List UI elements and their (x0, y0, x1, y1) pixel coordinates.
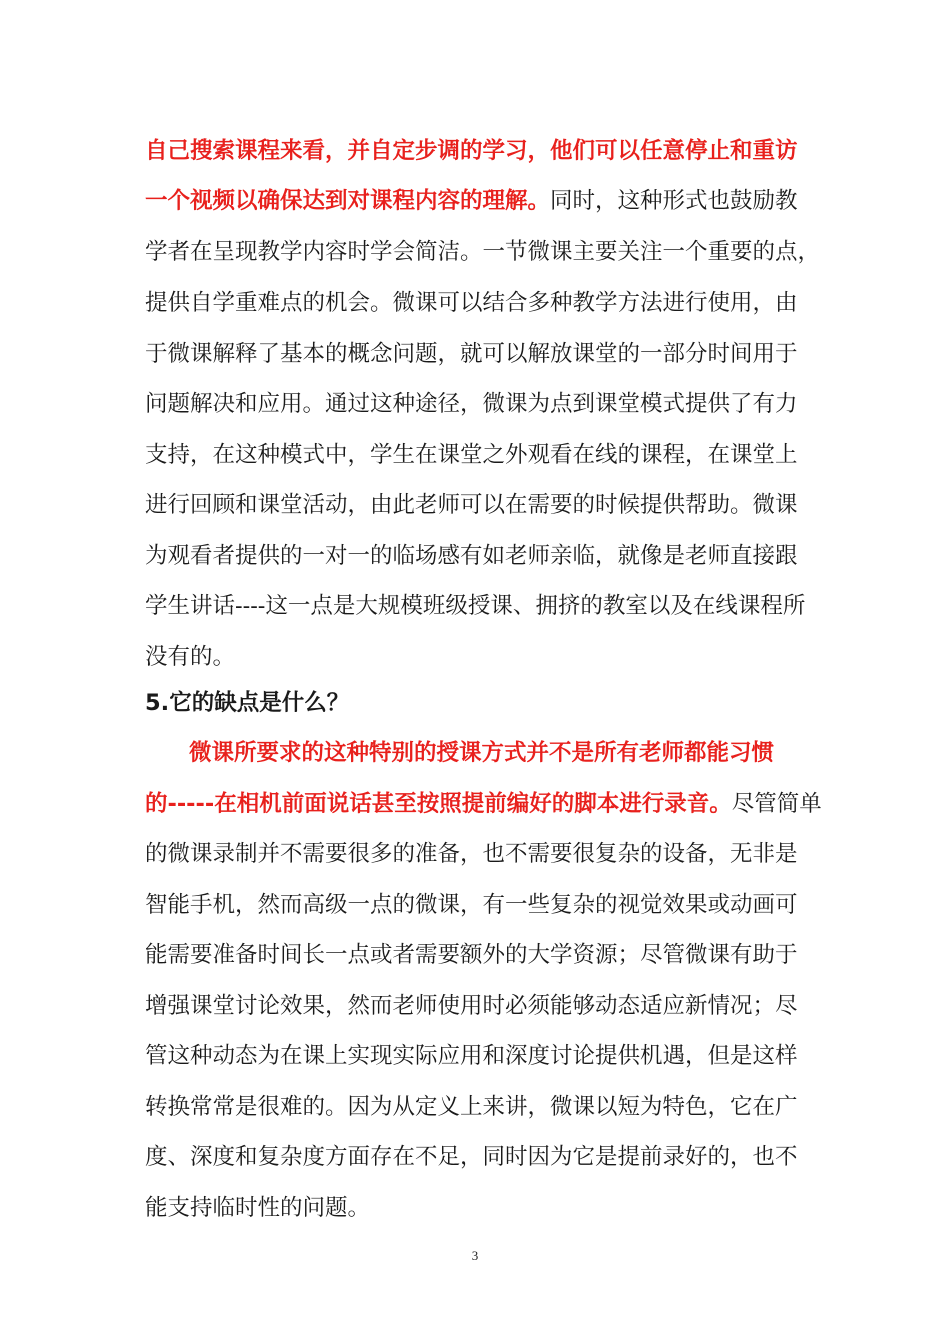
paragraph-1-line-5: 于微课解释了基本的概念问题，就可以解放课堂的一部分时间用于 (145, 341, 798, 367)
paragraph-2-line-2-highlight: 的-----在相机前面说话甚至按照提前编好的脚本进行录音。 (145, 791, 732, 817)
paragraph-2-line-2-text: 尽管简单 (731, 791, 822, 817)
paragraph-1-line-7: 支持，在这种模式中，学生在课堂之外观看在线的课程，在课堂上 (145, 442, 798, 468)
paragraph-2-line-3: 的微课录制并不需要很多的准备，也不需要很复杂的设备，无非是 (145, 841, 798, 867)
paragraph-2-line-4: 智能手机，然而高级一点的微课，有一些复杂的视觉效果或动画可 (145, 892, 798, 918)
page-number: 3 (471, 1248, 479, 1263)
paragraph-2-line-7: 管这种动态为在课上实现实际应用和深度讨论提供机遇，但是这样 (145, 1043, 798, 1069)
paragraph-2-line-9: 度、深度和复杂度方面存在不足，同时因为它是提前录好的，也不 (145, 1144, 798, 1170)
paragraph-1-line-4: 提供自学重难点的机会。微课可以结合多种教学方法进行使用，由 (145, 290, 798, 316)
paragraph-1-line-8: 进行回顾和课堂活动，由此老师可以在需要的时候提供帮助。微课 (145, 492, 798, 518)
paragraph-1-line-2-highlight: 一个视频以确保达到对课程内容的理解。 (145, 188, 551, 214)
paragraph-1-line-2-text: 同时，这种形式也鼓励教 (550, 188, 798, 214)
paragraph-2-line-2 (145, 789, 822, 819)
paragraph-2-line-1: 微课所要求的这种特别的授课方式并不是所有老师都能习惯 (189, 740, 775, 766)
paragraph-1-line-11: 没有的。 (145, 644, 236, 670)
paragraph-2-line-5: 能需要准备时间长一点或者需要额外的大学资源；尽管微课有助于 (145, 942, 798, 968)
paragraph-2-line-8: 转换常常是很难的。因为从定义上来讲，微课以短为特色，它在广 (145, 1094, 798, 1120)
paragraph-1-line-6: 问题解决和应用。通过这种途径，微课为点到课堂模式提供了有力 (145, 391, 798, 417)
paragraph-1-line-2 (145, 186, 798, 216)
paragraph-2-line-10: 能支持临时性的问题。 (145, 1195, 371, 1221)
paragraph-1-line-3: 学者在呈现教学内容时学会简洁。一节微课主要关注一个重要的点， (145, 239, 821, 265)
paragraph-1-line-1: 自己搜索课程来看，并自定步调的学习，他们可以任意停止和重访 (145, 138, 798, 164)
paragraph-1-line-9: 为观看者提供的一对一的临场感有如老师亲临，就像是老师直接跟 (145, 543, 798, 569)
paragraph-2-line-6: 增强课堂讨论效果，然而老师使用时必须能够动态适应新情况；尽 (145, 993, 798, 1019)
paragraph-1-line-10: 学生讲话----这一点是大规模班级授课、拥挤的教室以及在线课程所 (145, 593, 806, 619)
section-heading: 5.它的缺点是什么？ (145, 690, 350, 716)
